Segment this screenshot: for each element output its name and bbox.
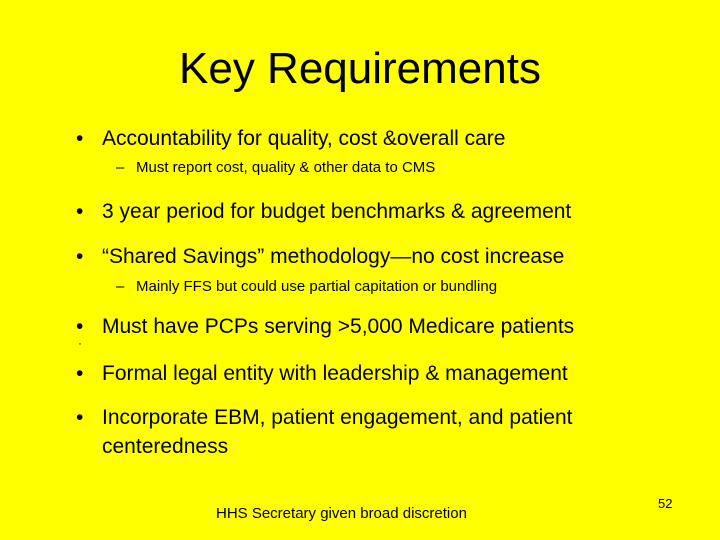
sub-bullet-text: Must report cost, quality & other data to CMS (136, 159, 436, 176)
bullet-text: Accountability for quality, cost &overall care (102, 127, 506, 150)
page-number: 52 (658, 496, 673, 511)
bullet-dot: • (76, 127, 84, 150)
sub-bullet-report (116, 158, 435, 178)
bullet-dot: • (76, 245, 84, 268)
bullet-text: 3 year period for budget benchmarks & agreement (102, 200, 572, 223)
bullet-text: Must have PCPs serving >5,000 Medicare patients (102, 315, 575, 338)
sub-bullet-text: Mainly FFS but could use partial capitation or bundling (136, 278, 498, 295)
sub-bullet-ffs (116, 277, 497, 297)
sub-bullet-dash: – (116, 159, 125, 176)
bullet-text: Formal legal entity with leadership & management (102, 362, 568, 385)
bullet-text: “Shared Savings” methodology—no cost increase (102, 245, 565, 268)
bullet-dot: • (76, 406, 84, 429)
bullet-text-line2: centeredness (102, 435, 229, 458)
bullet-dot: • (76, 362, 84, 385)
bullet-dot: • (76, 200, 84, 223)
slide-title: Key Requirements (179, 44, 541, 93)
footer-text: HHS Secretary given broad discretion (216, 505, 467, 522)
bullet-dot: • (76, 315, 84, 338)
stray-bullet-mark: · (78, 336, 82, 350)
sub-bullet-dash: – (116, 278, 125, 295)
bullet-text-line1: Incorporate EBM, patient engagement, and patient (102, 406, 573, 429)
